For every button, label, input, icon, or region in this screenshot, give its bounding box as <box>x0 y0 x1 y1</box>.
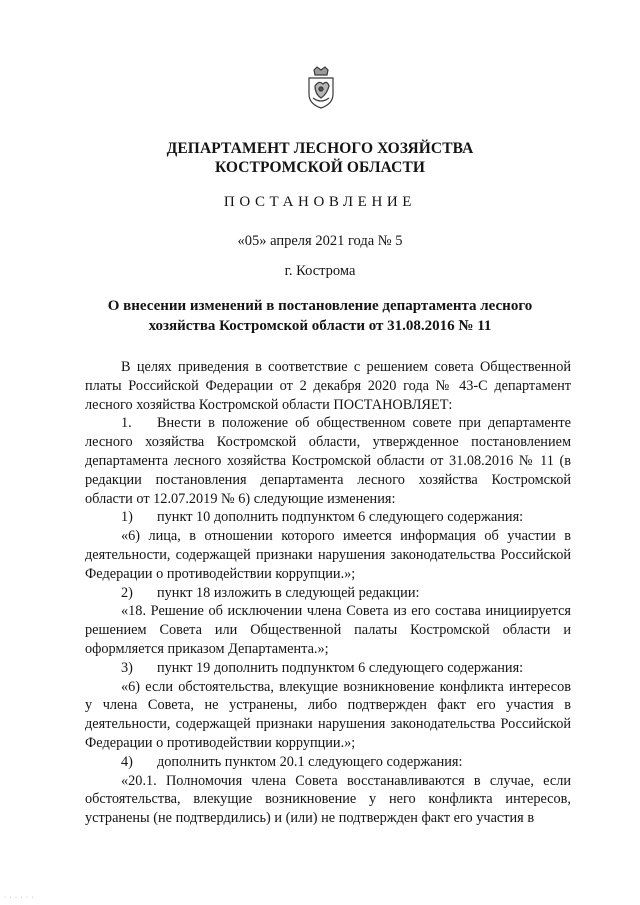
paragraph-1-text: Внести в положение об общественном совете при департаменте лесного хозяйства Костромской области, утвержденное постановлением департамента лесного хозяйства Костромской области от 31.08.2016 № 11 (в редакции постановления департамента лесного хозяйства Костромской области от 12.07.2019 № 6) следующие изменения: <box>85 415 571 507</box>
item-4-text: дополнить пунктом 20.1 следующего содержания: <box>157 753 463 770</box>
item-1 <box>85 508 571 527</box>
preamble-paragraph: В целях приведения в соответствие с решением совета Общественной платы Российской Федерации от 2 декабря 2020 года № 43-С департамент лесного хозяйства Костромской области ПОСТАНОВЛЯЕТ: <box>85 359 571 413</box>
document-title <box>0 296 640 336</box>
item-3-number: 3) <box>121 659 133 676</box>
city: г. Кострома <box>284 263 356 279</box>
date-and-number: «05» апреля 2021 года № 5 <box>237 233 403 249</box>
department-line-1: ДЕПАРТАМЕНТ ЛЕСНОГО ХОЗЯЙСТВА <box>166 140 474 157</box>
item-3 <box>85 659 571 678</box>
document-type: ПОСТАНОВЛЕНИЕ <box>223 194 417 210</box>
department-name <box>0 139 640 177</box>
item-1-number: 1) <box>121 509 133 526</box>
department-line-2: КОСТРОМСКОЙ ОБЛАСТИ <box>214 159 426 176</box>
title-line-1: О внесении изменений в постановление департамента лесного <box>107 298 533 314</box>
quote-2: «18. Решение об исключении члена Совета из его состава инициируется решением Совета или Общественной палаты Костромской области и оформляется приказом Департамента.»; <box>85 603 571 657</box>
item-1-text: пункт 10 дополнить подпунктом 6 следующего содержания: <box>157 509 524 526</box>
item-3-text: пункт 19 дополнить подпунктом 6 следующего содержания: <box>157 659 524 676</box>
scan-mark: · · · · · · <box>4 895 35 901</box>
coat-of-arms-icon <box>301 66 341 110</box>
paragraph-1 <box>85 414 571 508</box>
item-2-number: 2) <box>121 584 133 601</box>
item-4 <box>85 753 571 772</box>
quote-3: «6) если обстоятельства, влекущие возникновение конфликта интересов у члена Совета, не устранены, либо подтвержден факт его участия в деятельности, содержащей признаки нарушения законодательства Российской Федерации о противодействии коррупции.»; <box>85 678 571 751</box>
item-2 <box>85 584 571 603</box>
item-4-number: 4) <box>121 753 133 770</box>
item-2-text: пункт 18 изложить в следующей редакции: <box>157 584 420 601</box>
quote-1: «6) лица, в отношении которого имеется информация об участии в деятельности, содержащей признаки нарушения законодательства Российской Федерации о противодействии коррупции.»; <box>85 528 571 582</box>
title-line-2: хозяйства Костромской области от 31.08.2016 № 11 <box>148 318 492 334</box>
paragraph-1-number: 1. <box>121 415 132 432</box>
quote-4: «20.1. Полномочия члена Совета восстанавливаются в случае, если обстоятельства, влекущие возникновение у него конфликта интересов, устранены (не подтвердились) и (или) не подтвержден факт его участия в <box>85 772 571 827</box>
document-body <box>85 358 571 828</box>
